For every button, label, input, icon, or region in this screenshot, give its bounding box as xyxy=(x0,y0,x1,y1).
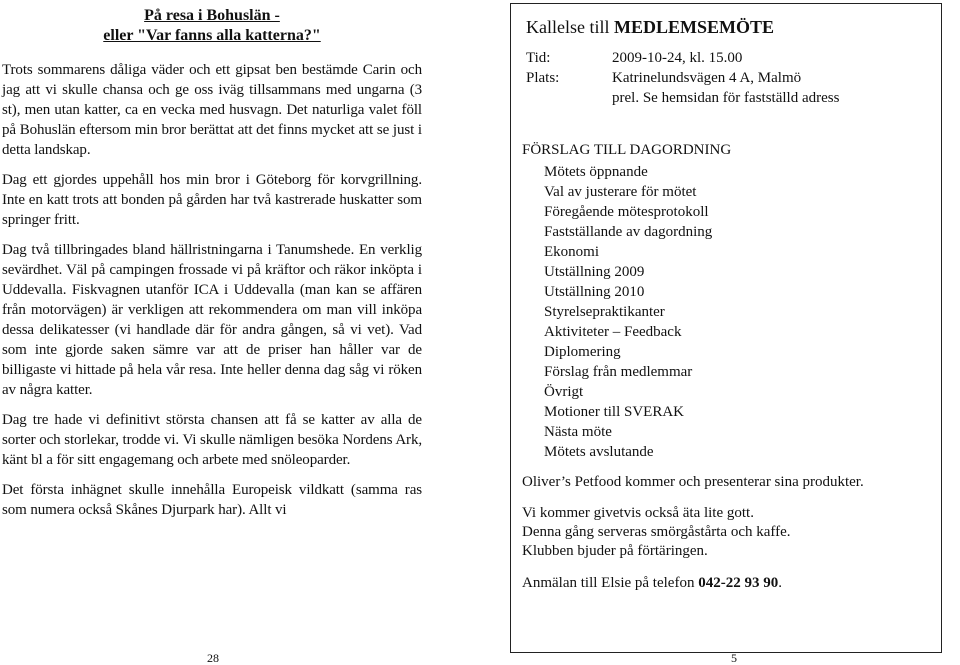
agenda-item: Föregående mötesprotokoll xyxy=(544,204,709,220)
agenda-item: Mötets öppnande xyxy=(544,164,648,180)
registration-line xyxy=(522,573,933,593)
right-page-number: 5 xyxy=(731,651,737,665)
place-label: Plats: xyxy=(526,70,560,86)
notice-heading-prefix: Kallelse till xyxy=(526,17,614,37)
agenda-heading: FÖRSLAG TILL DAGORDNING xyxy=(522,142,732,158)
food-info xyxy=(522,504,933,561)
agenda-item: Utställning 2009 xyxy=(544,264,645,280)
notice-heading-bold: MEDLEMSEMÖTE xyxy=(613,17,774,37)
left-page-article xyxy=(2,6,422,530)
article-paragraph-1: Trots sommarens dåliga väder och ett gipsat ben bestämde Carin och jag att vi skulle chansa och ge oss iväg tillsammans med ungarna (3 st), men utan katter, ca en vecka med husvagn. Det naturliga valet föll på Bohuslän eftersom min bror berättat att det finns mycket att se just i detta landskap. xyxy=(2,62,422,158)
agenda-item: Styrelsepraktikanter xyxy=(544,304,665,320)
registration-prefix: Anmälan till Elsie på telefon xyxy=(522,575,699,591)
time-value: 2009-10-24, kl. 15.00 xyxy=(612,50,743,66)
place-row xyxy=(526,68,933,88)
oliver-petfood-line: Oliver’s Petfood kommer och presenterar sina produkter. xyxy=(522,474,864,490)
agenda-item: Fastställande av dagordning xyxy=(544,224,713,240)
place-value: Katrinelundsvägen 4 A, Malmö xyxy=(612,70,802,86)
agenda-item: Övrigt xyxy=(544,384,584,400)
agenda-item: Nästa möte xyxy=(544,424,612,440)
article-paragraph-4: Dag tre hade vi definitivt största chansen att få se katter av alla de sorter och storlekar, trodde vi. Vi skulle nämligen besöka Nordens Ark, känt bl a för sitt engagemang och arbete med snöleoparder. xyxy=(2,412,422,468)
registration-phone: 042-22 93 90 xyxy=(698,575,779,591)
time-label: Tid: xyxy=(526,50,551,66)
article-title-line-2: eller "Var fanns alla katterna?" xyxy=(103,27,321,44)
article-paragraph-3: Dag två tillbringades bland hällristningarna i Tanumshede. En verklig sevärdhet. Väl på campingen frossade vi på kräftor och räkor inköpta i Uddevalla. Fiskvagnen utanför ICA i Uddevalla (man kan se affären från motorvägen) är verkligen att rekommendera om man vill inköpa dessa delikatesser (vi handlade där för andra gången, så vi vet). Vad som inte gjorde saken sämre var att de priser han håller var de billigaste vi hittade på hela vår resa. Inte heller denna dag såg vi röken av några katter. xyxy=(2,242,422,398)
food-line-1: Vi kommer givetvis också äta lite gott. xyxy=(522,505,754,521)
agenda-item: Ekonomi xyxy=(544,244,599,260)
food-line-3: Klubben bjuder på förtäringen. xyxy=(522,543,708,559)
article-title xyxy=(2,6,422,46)
agenda-item: Utställning 2010 xyxy=(544,284,645,300)
article-paragraph-5: Det första inhägnet skulle innehålla Europeisk vildkatt (samma ras som numera också Skånes Djurpark har). Allt vi xyxy=(2,482,422,518)
agenda-item: Val av justerare för mötet xyxy=(544,184,697,200)
agenda-item: Diplomering xyxy=(544,344,621,360)
meeting-notice-box xyxy=(510,3,942,653)
agenda-item: Aktiviteter – Feedback xyxy=(544,324,682,340)
agenda-item: Förslag från medlemmar xyxy=(544,364,693,380)
time-row xyxy=(526,48,933,68)
notice-heading xyxy=(526,16,933,38)
article-title-line-1: På resa i Bohuslän - xyxy=(144,7,280,24)
place-note: prel. Se hemsidan för fastställd adress xyxy=(612,90,840,106)
place-note-row xyxy=(526,88,933,108)
registration-suffix: . xyxy=(778,575,782,591)
agenda-list xyxy=(544,162,933,462)
article-paragraph-2: Dag ett gjordes uppehåll hos min bror i Göteborg för korvgrillning. Inte en katt trots att bonden på gården har två kastrerade huskatter som springer fritt. xyxy=(2,172,422,228)
agenda-item: Motioner till SVERAK xyxy=(544,404,685,420)
food-line-2: Denna gång serveras smörgåstårta och kaffe. xyxy=(522,524,791,540)
agenda-item: Mötets avslutande xyxy=(544,444,654,460)
left-page-number: 28 xyxy=(207,651,219,665)
